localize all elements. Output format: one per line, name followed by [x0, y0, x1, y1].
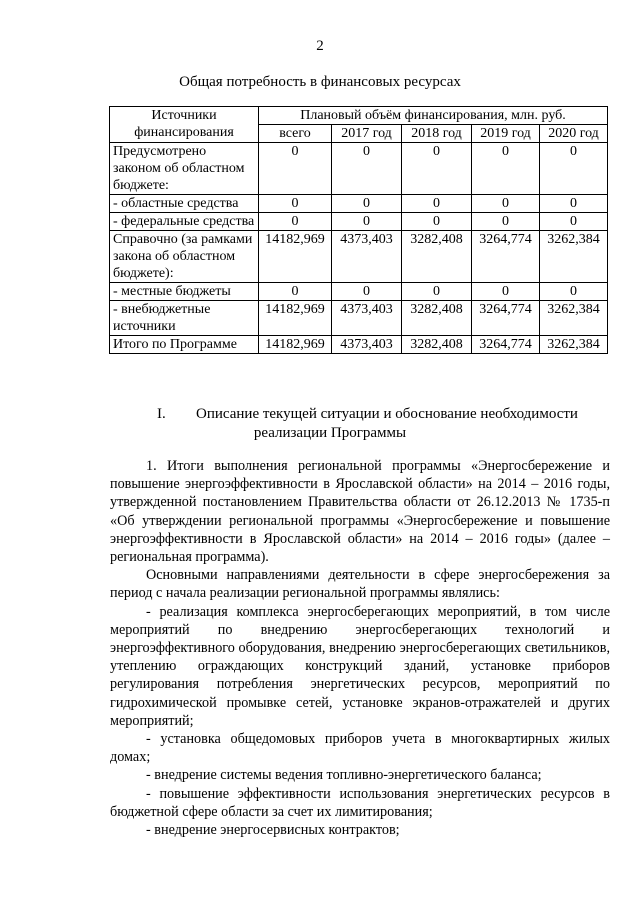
- cell-2018: 0: [402, 283, 472, 301]
- row-label: Справочно (за рамками закона об областном бюджете):: [110, 231, 259, 283]
- cell-2017: 4373,403: [332, 231, 402, 283]
- cell-2017: 0: [332, 213, 402, 231]
- table-row: [110, 283, 608, 301]
- cell-2017: 4373,403: [332, 301, 402, 336]
- header-2017: 2017 год: [332, 125, 402, 143]
- paragraph: 1. Итоги выполнения региональной программы «Энергосбережение и повышение энергоэффективности в Ярославской области» на 2014 – 2016 годы, утвержденной постановлением Правительства области от 26.12.2013 № 1735-п «Об утверждении региональной программы «Энергосбережение и повышение энергоэффективности в Ярославской области» на 2014 – 2016 годы» (далее – региональная программа).: [110, 458, 610, 566]
- paragraph: - внедрение энергосервисных контрактов;: [146, 822, 400, 839]
- cell-2020: 0: [540, 195, 608, 213]
- cell-2018: 3282,408: [402, 301, 472, 336]
- header-plan: Плановый объём финансирования, млн. руб.: [259, 107, 608, 125]
- cell-2020: 0: [540, 143, 608, 195]
- table-row: [110, 301, 608, 336]
- cell-total: 14182,969: [259, 301, 332, 336]
- header-total: всего: [259, 125, 332, 143]
- cell-2019: 0: [472, 213, 540, 231]
- table-header-row: [110, 107, 608, 125]
- cell-2020: 0: [540, 213, 608, 231]
- paragraph: Основными направлениями деятельности в сфере энергосбережения за период с начала реализации региональной программы являлись:: [110, 567, 610, 602]
- paragraph: - реализация комплекса энергосберегающих мероприятий, в том числе мероприятий по внедрению энергосберегающих технологий и энергоэффективного оборудования, внедрению энергосберегающих светильников, утеплению ограждающих конструкций зданий, установке приборов регулирования потребления энергетических ресурсов, мероприятий по гидрохимической промывке сетей, установке экранов-отражателей и других мероприятий;: [110, 603, 610, 729]
- cell-2019: 3264,774: [472, 301, 540, 336]
- table-title: Общая потребность в финансовых ресурсах: [179, 74, 461, 90]
- cell-total: 0: [259, 283, 332, 301]
- cell-2020: 3262,384: [540, 336, 608, 354]
- body-text: [110, 457, 610, 839]
- row-label: Итого по Программе: [110, 336, 259, 354]
- cell-2019: 3264,774: [472, 231, 540, 283]
- cell-2018: 3282,408: [402, 336, 472, 354]
- cell-2018: 0: [402, 213, 472, 231]
- table-row: [110, 231, 608, 283]
- cell-2020: 0: [540, 283, 608, 301]
- cell-2017: 0: [332, 195, 402, 213]
- cell-2020: 3262,384: [540, 231, 608, 283]
- table-row: [110, 143, 608, 195]
- paragraph: - установка общедомовых приборов учета в многоквартирных жилых домах;: [110, 731, 610, 766]
- cell-2018: 0: [402, 143, 472, 195]
- cell-2017: 4373,403: [332, 336, 402, 354]
- cell-total: 0: [259, 143, 332, 195]
- row-label: - внебюджетные источники: [110, 301, 259, 336]
- cell-2019: 3264,774: [472, 336, 540, 354]
- header-source: Источники финансирования: [110, 107, 259, 143]
- cell-total: 14182,969: [259, 231, 332, 283]
- cell-2017: 0: [332, 283, 402, 301]
- section-number: I.: [157, 406, 166, 422]
- row-label: - местные бюджеты: [110, 283, 259, 301]
- section-title-line2: реализации Программы: [253, 425, 407, 441]
- cell-2018: 0: [402, 195, 472, 213]
- cell-2020: 3262,384: [540, 301, 608, 336]
- row-label: - областные средства: [110, 195, 259, 213]
- header-2019: 2019 год: [472, 125, 540, 143]
- paragraph: - внедрение системы ведения топливно-энергетического баланса;: [146, 767, 542, 784]
- header-2018: 2018 год: [402, 125, 472, 143]
- financing-table: [109, 106, 608, 354]
- cell-2018: 3282,408: [402, 231, 472, 283]
- cell-total: 0: [259, 195, 332, 213]
- cell-2017: 0: [332, 143, 402, 195]
- cell-2019: 0: [472, 143, 540, 195]
- section-title-line1: Описание текущей ситуации и обоснование необходимости: [196, 406, 578, 422]
- table-row: [110, 213, 608, 231]
- row-label: - федеральные средства: [110, 213, 259, 231]
- paragraph: - повышение эффективности использования энергетических ресурсов в бюджетной сфере области за счет их лимитирования;: [110, 785, 610, 820]
- row-label: Предусмотрено законом об областном бюджете:: [110, 143, 259, 195]
- cell-2019: 0: [472, 195, 540, 213]
- page-number: 2: [316, 38, 324, 54]
- table-row-total: [110, 336, 608, 354]
- table-row: [110, 195, 608, 213]
- cell-2019: 0: [472, 283, 540, 301]
- header-2020: 2020 год: [540, 125, 608, 143]
- cell-total: 0: [259, 213, 332, 231]
- cell-total: 14182,969: [259, 336, 332, 354]
